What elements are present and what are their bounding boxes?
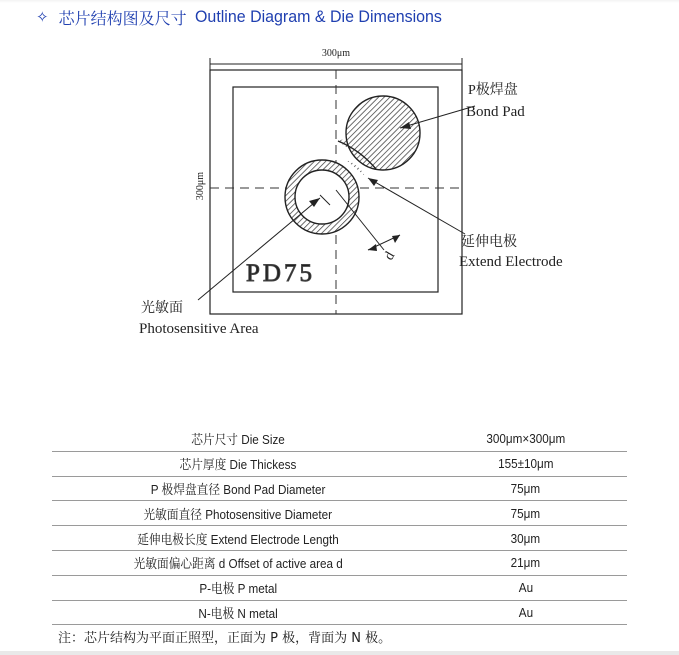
width-label: 300μm (321, 48, 351, 59)
section-title-zh: 芯片结构图及尺寸 (58, 8, 187, 28)
table-row (52, 550, 627, 575)
value-cell: 21μm (424, 550, 627, 575)
value-cell: 75μm (424, 501, 627, 526)
electrode-leader (368, 178, 465, 234)
structure-note: 注：芯片结构为平面正照型，正面为 P 极，背面为 N 极。 (58, 631, 392, 646)
param-cell: P-电极 P metal (52, 575, 424, 600)
electrode-label-zh: 延伸电极 (461, 235, 517, 250)
diamond-bullet-icon: ✧ (36, 9, 49, 26)
table-row (52, 451, 627, 476)
height-dimension (195, 172, 206, 200)
table-row (52, 526, 627, 551)
value-cell: 300μm×300μm (486, 431, 565, 447)
photosensitive-label-en: Photosensitive Area (139, 321, 259, 337)
param-cell: 芯片尺寸 Die Size (191, 432, 285, 448)
section-title-en: Outline Diagram & Die Dimensions (194, 7, 442, 26)
chip-metal-pattern (285, 96, 420, 234)
width-dimension (210, 48, 462, 70)
value-cell: Au (424, 600, 627, 625)
table-row (52, 575, 627, 600)
electrode-label-en: Extend Electrode (459, 254, 563, 270)
table-row (52, 600, 627, 625)
value-cell: Au (424, 575, 627, 600)
table-row (52, 501, 627, 526)
bond-pad (346, 96, 420, 170)
table-row (52, 476, 627, 501)
bottom-bar (0, 651, 679, 655)
bond-pad-label-en: Bond Pad (466, 104, 525, 120)
bond-pad-label-zh: P极焊盘 (468, 83, 518, 98)
value-cell: 30μm (424, 526, 627, 551)
chip-marking: PD75 (246, 260, 315, 287)
value-cell: 155±10μm (424, 451, 627, 476)
param-cell: 芯片厚度 Die Thickess (52, 451, 424, 476)
param-cell: 光敏面直径 Photosensitive Diameter (52, 501, 424, 526)
value-cell: 75μm (424, 476, 627, 501)
height-label: 300μm (195, 171, 206, 201)
param-cell: N-电极 N metal (52, 600, 424, 625)
param-cell: 延伸电极长度 Extend Electrode Length (52, 526, 424, 551)
photosensitive-label-zh: 光敏面 (141, 301, 183, 316)
die-dimension-table (52, 427, 627, 625)
param-cell: P 极焊盘直径 Bond Pad Diameter (52, 476, 424, 501)
param-cell: 光敏面偏心距离 d Offset of active area d (52, 550, 424, 575)
offset-label: d (381, 249, 399, 263)
table-row (52, 427, 627, 451)
